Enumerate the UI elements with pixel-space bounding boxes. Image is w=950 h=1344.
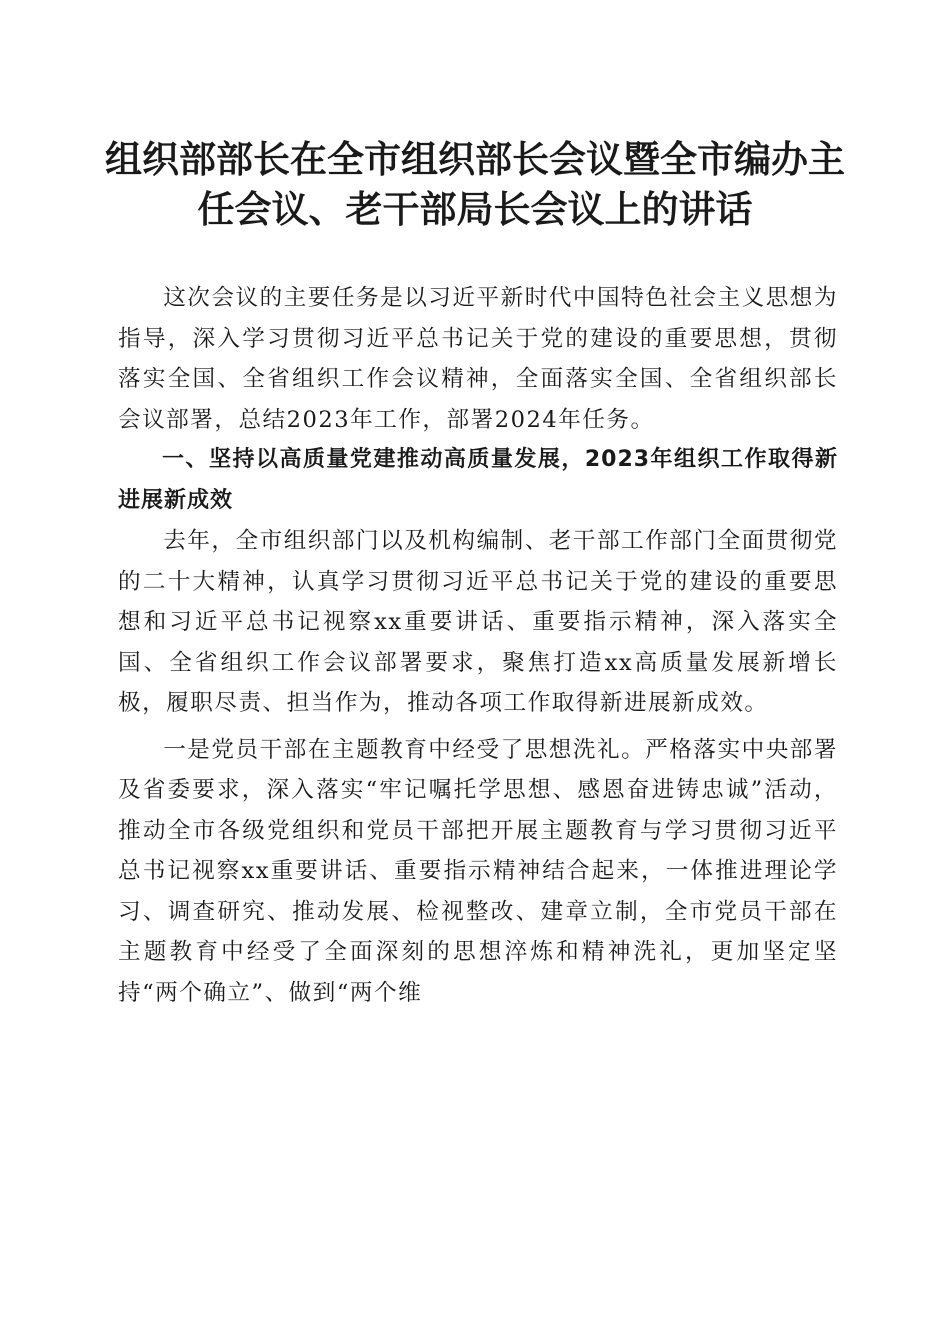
document-body — [118, 278, 838, 1013]
document-title — [100, 134, 850, 234]
intro-paragraph: 这次会议的主要任务是以习近平新时代中国特色社会主义思想为指导，深入学习贯彻习近平总书记关于党的建设的重要思想，贯彻落实全国、全省组织工作会议精神，全面落实全国、全省组织部长会议部署，总结2023年工作，部署2024年任务。 — [118, 285, 838, 433]
section1-paragraph-1: 去年，全市组织部门以及机构编制、老干部工作部门全面贯彻党的二十大精神，认真学习贯彻习近平总书记关于党的建设的重要思想和习近平总书记视察xx重要讲话、重要指示精神，深入落实全国、全省组织工作会议部署要求，聚焦打造xx高质量发展新增长极，履职尽责、担当作为，推动各项工作取得新进展新成效。 — [118, 528, 838, 716]
title-line-2: 任会议、老干部局长会议上的讲话 — [197, 187, 753, 231]
section-heading-1: 一、坚持以高质量党建推动高质量发展，2023年组织工作取得新进展新成效 — [118, 447, 838, 513]
section1-paragraph-2: 一是党员干部在主题教育中经受了思想洗礼。严格落实中央部署及省委要求，深入落实“牢记嘱托学思想、感恩奋进铸忠诚”活动，推动全市各级党组织和党员干部把开展主题教育与学习贯彻习近平总书记视察xx重要讲话、重要指示精神结合起来，一体推进理论学习、调查研究、推动发展、检视整改、建章立制，全市党员干部在主题教育中经受了全面深刻的思想淬炼和精神洗礼，更加坚定坚持“两个确立”、做到“两个维 — [118, 736, 838, 1006]
title-line-1: 组织部部长在全市组织部长会议暨全市编办主 — [105, 137, 845, 181]
